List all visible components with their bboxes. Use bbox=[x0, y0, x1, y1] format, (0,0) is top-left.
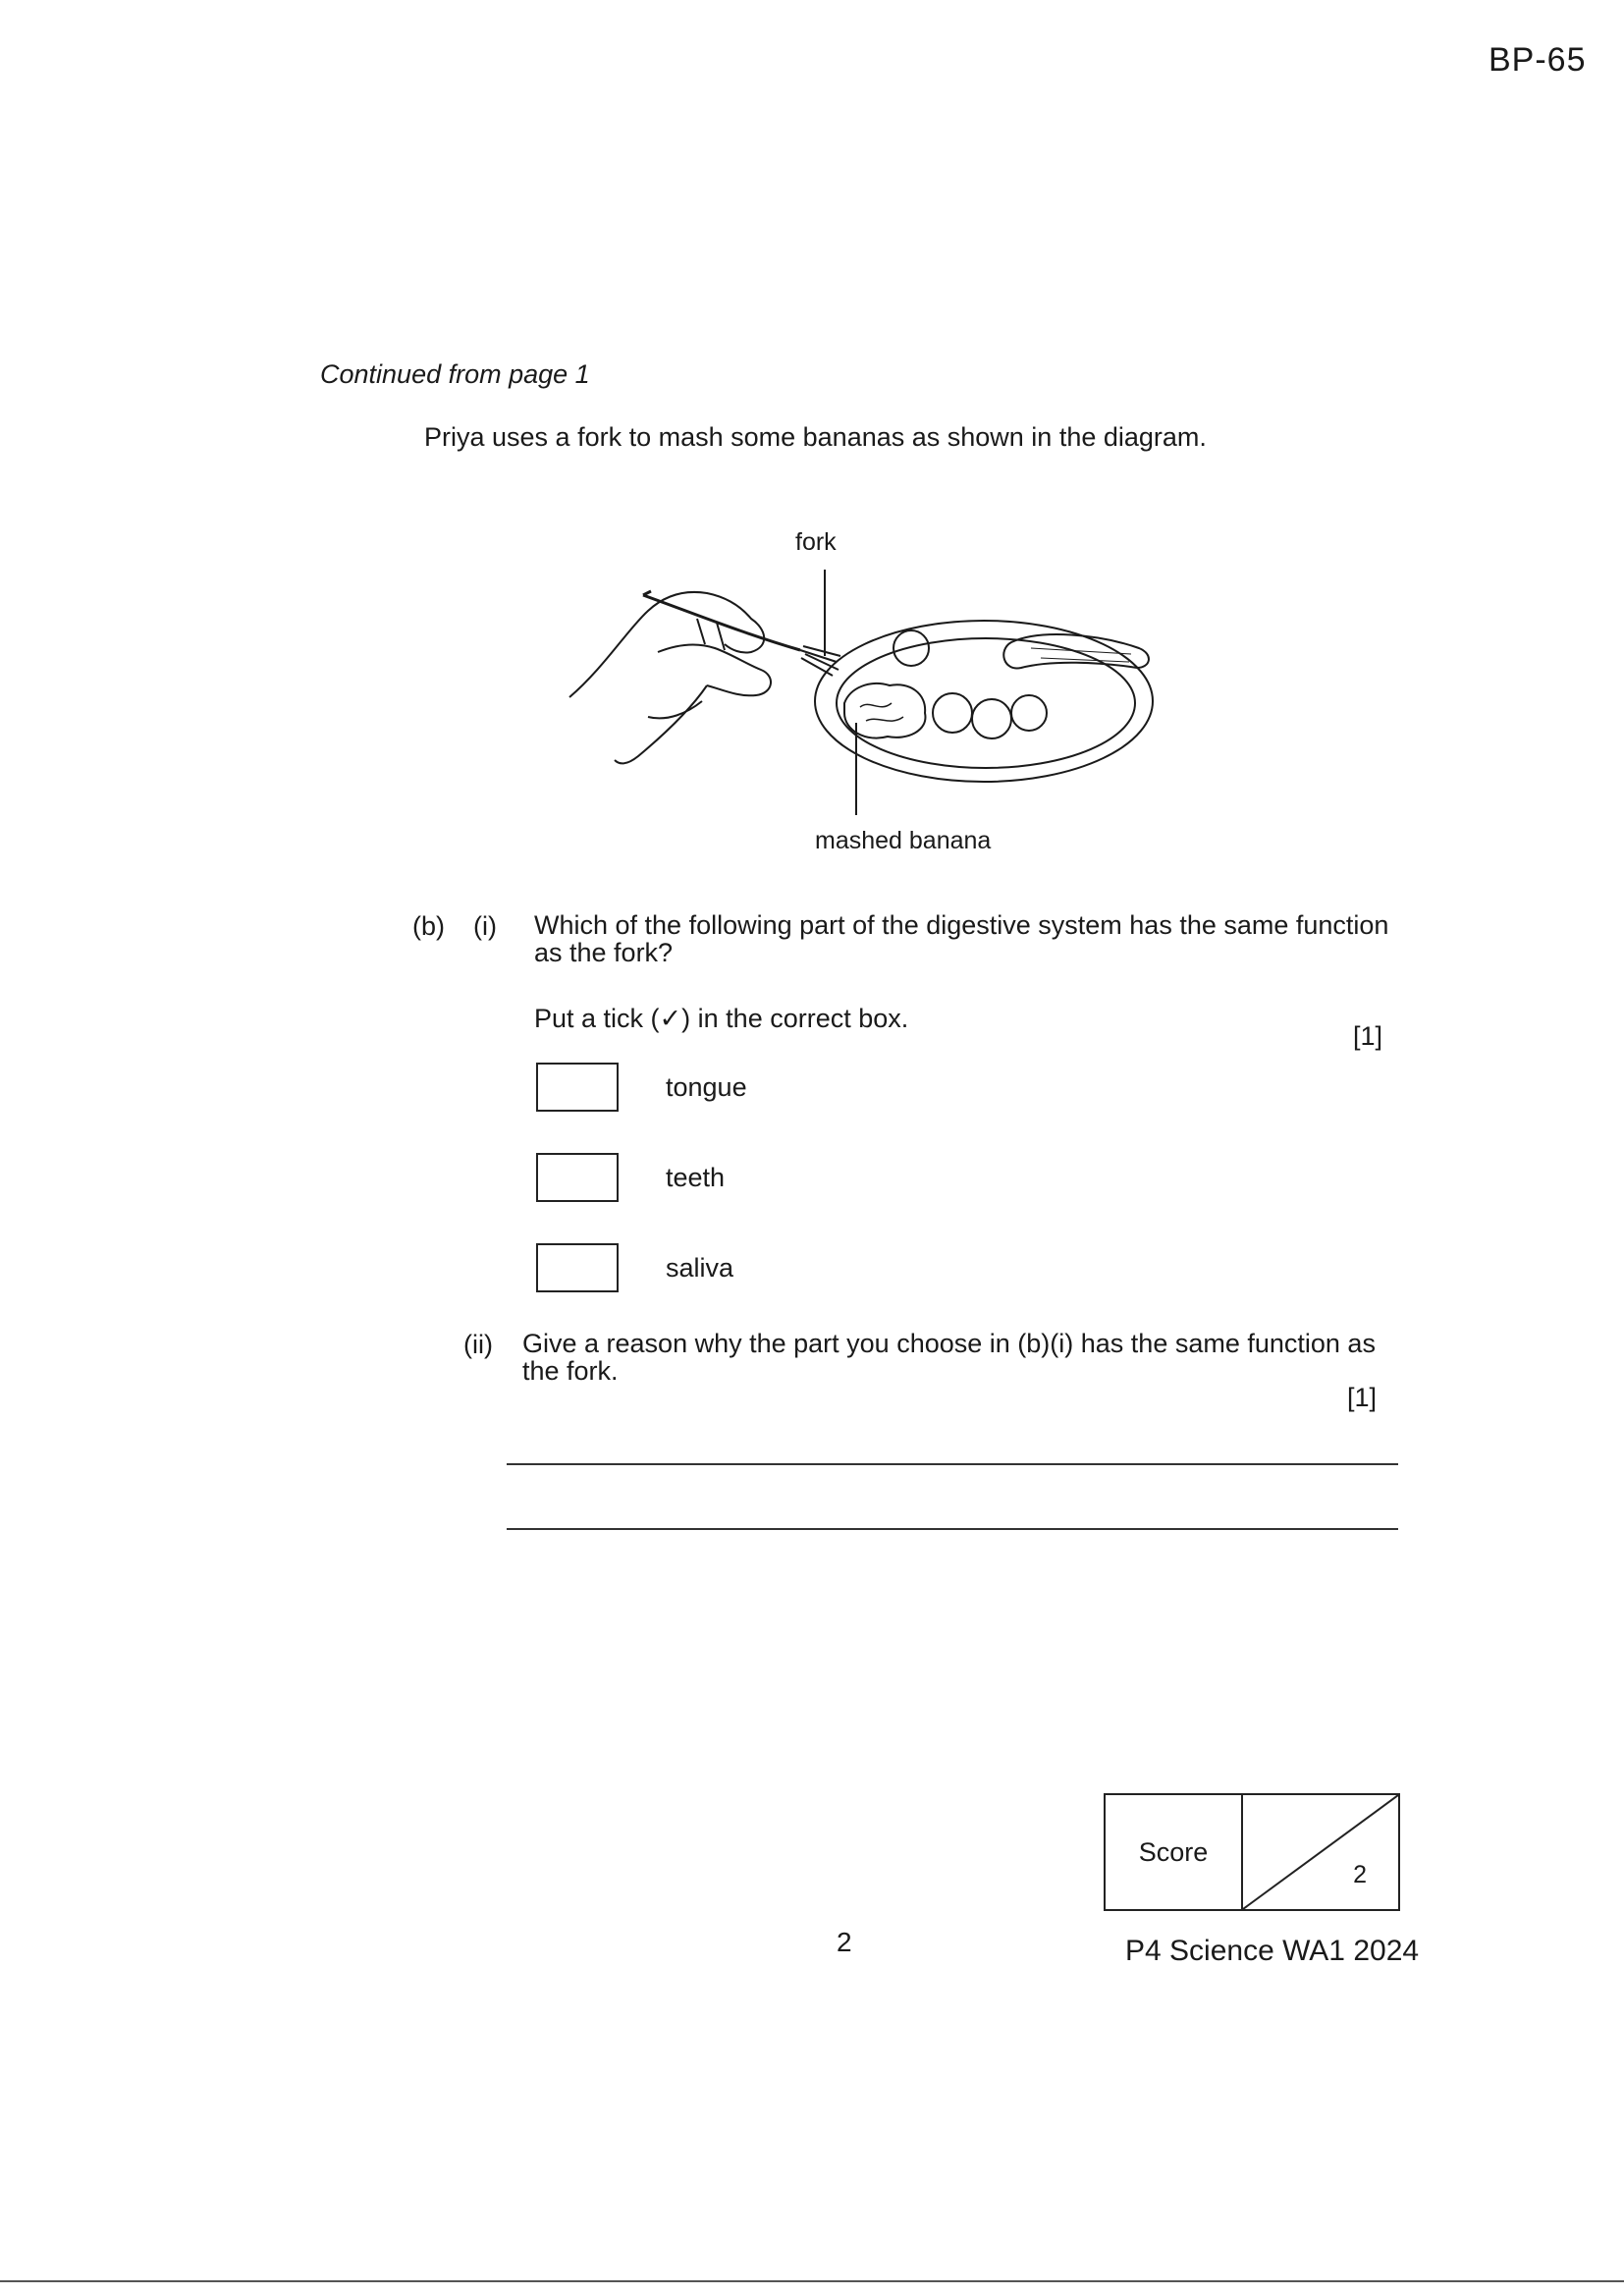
score-diagonal bbox=[1243, 1795, 1398, 1909]
plate-inner bbox=[837, 638, 1135, 768]
banana-slice bbox=[933, 693, 972, 733]
score-total: 2 bbox=[1353, 1861, 1367, 1888]
bottom-rule bbox=[0, 2280, 1624, 2282]
banana-slice bbox=[1011, 695, 1047, 731]
mashed-banana-label: mashed banana bbox=[815, 827, 992, 854]
question-part-label: (b) bbox=[412, 911, 445, 941]
question-intro: Priya uses a fork to mash some bananas as shown in the diagram. bbox=[424, 422, 1207, 452]
fork-tines bbox=[800, 646, 840, 676]
answer-line-2[interactable] bbox=[507, 1528, 1398, 1530]
option-label: tongue bbox=[666, 1072, 747, 1102]
question-i-text: Which of the following part of the digestive system has the same function as the fork? bbox=[534, 910, 1389, 968]
subquestion-i-label: (i) bbox=[473, 911, 497, 941]
tick-box-teeth[interactable] bbox=[536, 1153, 619, 1202]
option-saliva bbox=[536, 1243, 1400, 1298]
fork-banana-diagram bbox=[550, 520, 1237, 874]
continued-note: Continued from page 1 bbox=[320, 359, 590, 389]
exam-title: P4 Science WA1 2024 bbox=[1125, 1935, 1420, 1967]
tick-instruction: Put a tick (✓) in the correct box. bbox=[534, 1004, 909, 1033]
page-code: BP-65 bbox=[1489, 41, 1587, 79]
answer-line-1[interactable] bbox=[507, 1463, 1398, 1465]
option-label: saliva bbox=[666, 1253, 734, 1283]
subquestion-ii-label: (ii) bbox=[463, 1330, 493, 1359]
fork-label: fork bbox=[795, 528, 837, 556]
option-label: teeth bbox=[666, 1163, 726, 1192]
banana-slice bbox=[972, 699, 1011, 738]
score-box bbox=[1104, 1793, 1400, 1911]
marks-ii: [1] bbox=[1347, 1383, 1378, 1412]
option-tongue bbox=[536, 1063, 1400, 1118]
score-entry[interactable] bbox=[1243, 1795, 1398, 1909]
question-ii-text: Give a reason why the part you choose in (b)(i) has the same function as the fork. bbox=[522, 1329, 1376, 1387]
option-teeth bbox=[536, 1153, 1400, 1208]
tick-box-tongue[interactable] bbox=[536, 1063, 619, 1112]
marks-i: [1] bbox=[1353, 1021, 1383, 1051]
hand-outline bbox=[569, 592, 764, 697]
tick-box-saliva[interactable] bbox=[536, 1243, 619, 1292]
page-number: 2 bbox=[837, 1927, 852, 1957]
score-label: Score bbox=[1106, 1795, 1243, 1909]
banana-slice bbox=[893, 630, 929, 666]
